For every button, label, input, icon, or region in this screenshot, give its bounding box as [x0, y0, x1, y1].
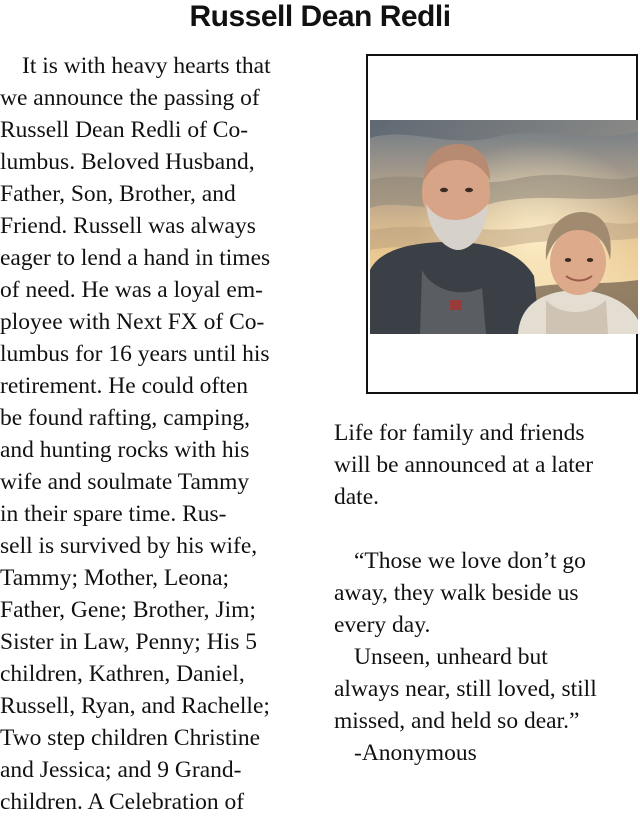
body-line: Russell, Ryan, and Rachelle;: [0, 693, 270, 719]
body-line: It is with heavy hearts that: [22, 53, 271, 79]
body-line: lumbus. Beloved Husband,: [0, 149, 255, 175]
body-line: children, Kathren, Daniel,: [0, 661, 245, 687]
quote-line: always near, still loved, still: [334, 676, 597, 702]
body-line: we announce the passing of: [0, 85, 260, 111]
body-line: children. A Celebration of: [0, 789, 245, 815]
quote-attribution: -Anonymous: [354, 740, 477, 766]
body-line: and hunting rocks with his: [0, 437, 250, 463]
body-line: lumbus for 16 years until his: [0, 341, 270, 367]
quote-line: Unseen, unheard but: [354, 644, 548, 670]
obituary-title: Russell Dean Redli: [189, 0, 451, 33]
body-line: Tammy; Mother, Leona;: [0, 565, 230, 591]
body-line: will be announced at a later: [334, 452, 594, 478]
body-line: date.: [334, 484, 380, 510]
body-line: Father, Gene; Brother, Jim;: [0, 597, 256, 623]
body-line: Father, Son, Brother, and: [0, 181, 236, 207]
body-line: eager to lend a hand in times: [0, 245, 271, 271]
body-line: wife and soulmate Tammy: [0, 469, 250, 495]
quote-line: “Those we love don’t go: [354, 548, 586, 574]
portrait-photo: [370, 120, 638, 334]
body-line: in their spare time. Rus-: [0, 501, 227, 527]
obituary-body-left: [0, 50, 312, 818]
body-line: Russell Dean Redli of Co-: [0, 117, 249, 143]
quote-line: missed, and held so dear.”: [334, 708, 580, 734]
body-line: be found rafting, camping,: [0, 405, 250, 431]
body-line: Life for family and friends: [334, 420, 585, 446]
quote-line: every day.: [334, 612, 431, 638]
body-line: sell is survived by his wife,: [0, 533, 258, 559]
portrait-frame: [366, 54, 638, 394]
body-line: retirement. He could often: [0, 373, 248, 399]
paragraph-gap: [334, 513, 640, 545]
body-line: Friend. Russell was always: [0, 213, 256, 239]
body-line: of need. He was a loyal em-: [0, 277, 263, 303]
body-line: Sister in Law, Penny; His 5: [0, 629, 257, 655]
obituary-body-right: [334, 417, 640, 769]
body-line: ployee with Next FX of Co-: [0, 309, 265, 335]
body-line: and Jessica; and 9 Grand-: [0, 757, 242, 783]
quote-line: away, they walk beside us: [334, 580, 579, 606]
body-line: Two step children Christine: [0, 725, 261, 751]
